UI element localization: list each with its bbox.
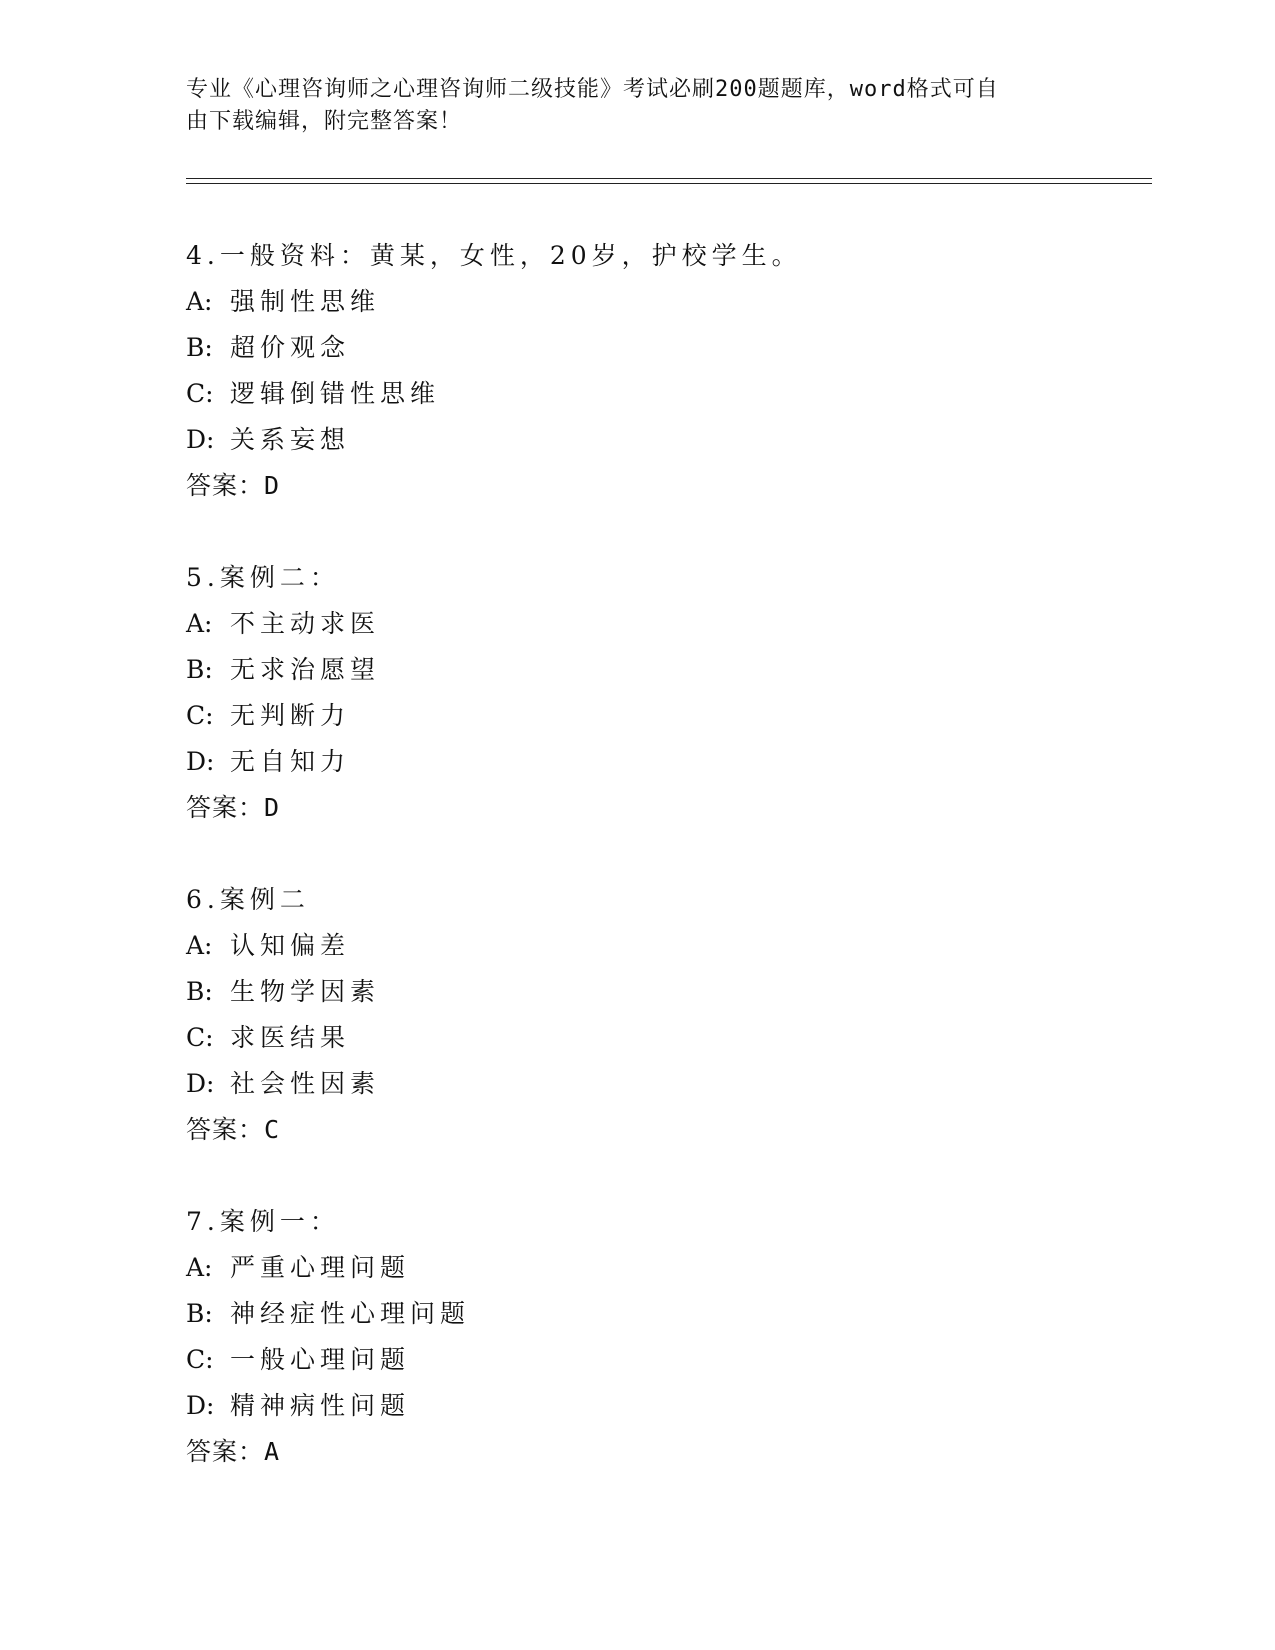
option-text: 强制性思维 [230,287,381,316]
question-item [186,233,1086,509]
question-stem: 5.案例二： [186,563,340,592]
option-letter: B: [186,977,213,1006]
option-c [186,693,1086,739]
option-text: 严重心理问题 [230,1253,411,1282]
option-text: 无求治愿望 [230,655,381,684]
option-letter: A: [186,931,213,960]
option-d [186,739,1086,785]
option-text: 超价观念 [230,333,351,362]
answer-line: 答案：A [186,1437,281,1466]
question-stem: 7.案例一： [186,1207,340,1236]
answer-line: 答案：D [186,793,281,822]
option-a [186,279,1086,325]
option-a [186,923,1086,969]
option-letter: A: [186,609,213,638]
option-c [186,1015,1086,1061]
option-letter: A: [186,287,213,316]
option-letter: C: [186,701,214,730]
option-d [186,1061,1086,1107]
option-b [186,647,1086,693]
option-text: 无判断力 [230,701,351,730]
option-text: 求医结果 [230,1023,351,1052]
question-stem: 4.一般资料：黄某，女性，20岁，护校学生。 [186,241,802,270]
question-list [186,233,1086,1521]
option-b [186,969,1086,1015]
option-d [186,417,1086,463]
option-letter: B: [186,333,213,362]
option-text: 不主动求医 [230,609,381,638]
question-stem: 6.案例二 [186,885,310,914]
option-a [186,601,1086,647]
question-item [186,1199,1086,1475]
option-c [186,1337,1086,1383]
option-b [186,1291,1086,1337]
option-text: 生物学因素 [230,977,381,1006]
option-text: 认知偏差 [230,931,351,960]
option-letter: B: [186,655,213,684]
option-text: 逻辑倒错性思维 [230,379,441,408]
option-text: 社会性因素 [230,1069,381,1098]
option-a [186,1245,1086,1291]
option-letter: D: [186,747,215,776]
option-letter: D: [186,1391,215,1420]
question-item [186,555,1086,831]
option-b [186,325,1086,371]
option-letter: D: [186,1069,215,1098]
option-text: 关系妄想 [230,425,351,454]
option-letter: C: [186,1023,214,1052]
option-letter: C: [186,1345,214,1374]
header-divider-bottom [186,183,1152,184]
option-d [186,1383,1086,1429]
answer-line: 答案：D [186,471,281,500]
header-line-1: 专业《心理咨询师之心理咨询师二级技能》考试必刷200题题库，word格式可自 [186,77,999,102]
question-item [186,877,1086,1153]
option-letter: C: [186,379,214,408]
option-text: 无自知力 [230,747,351,776]
option-c [186,371,1086,417]
header-divider-top [186,178,1152,179]
option-letter: B: [186,1299,213,1328]
option-text: 神经症性心理问题 [230,1299,471,1328]
option-letter: D: [186,425,215,454]
option-text: 精神病性问题 [230,1391,411,1420]
option-letter: A: [186,1253,213,1282]
answer-line: 答案：C [186,1115,281,1144]
document-header [186,74,1066,138]
header-line-2: 由下载编辑，附完整答案！ [186,109,463,134]
option-text: 一般心理问题 [230,1345,411,1374]
